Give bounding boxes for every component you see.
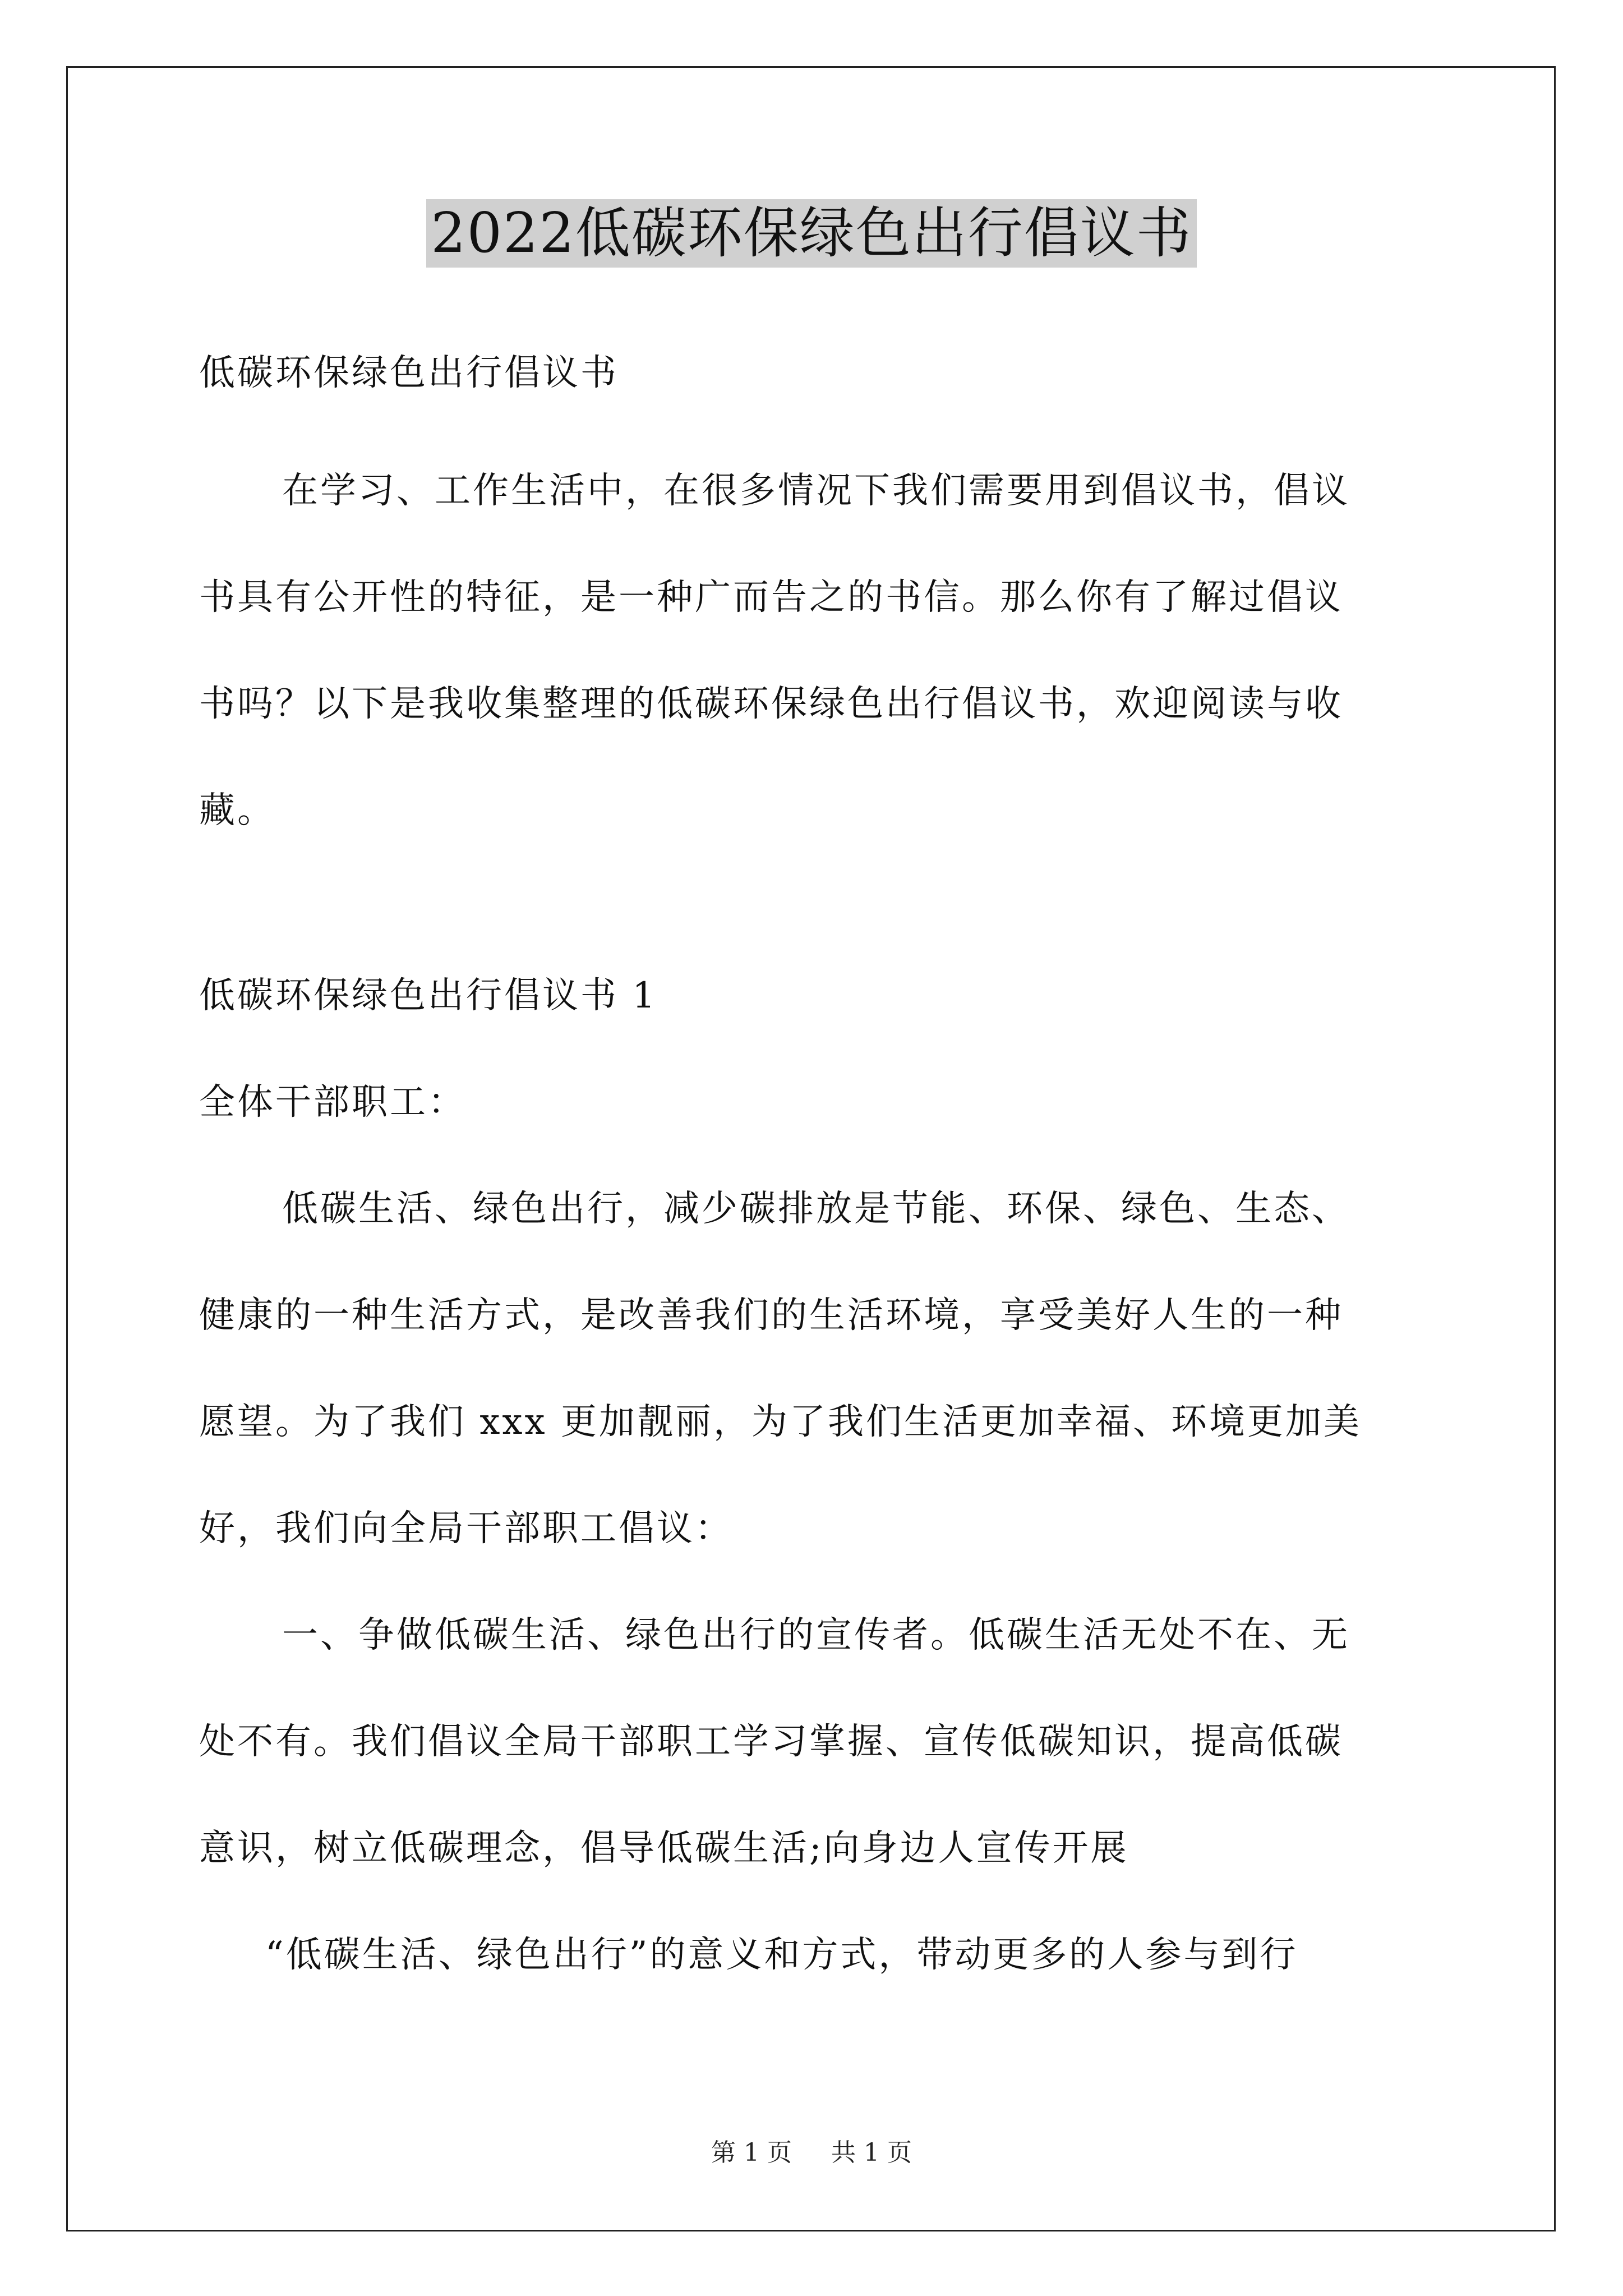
subtitle: 低碳环保绿色出行倡议书 <box>199 352 619 394</box>
page-number: 第 1 页 <box>711 2138 792 2167</box>
intro-line: 在学习、工作生活中，在很多情况下我们需要用到倡议书，倡议 <box>282 470 1350 512</box>
intro-line: 书吗？以下是我收集整理的低碳环保绿色出行倡议书，欢迎阅读与收 <box>199 683 1343 725</box>
intro-line: 书具有公开性的特征，是一种广而告之的书信。那么你有了解过倡议 <box>199 577 1343 618</box>
paragraph-line: 健康的一种生活方式，是改善我们的生活环境，享受美好人生的一种 <box>199 1295 1343 1336</box>
paragraph-line: 愿望。为了我们 xxx 更加靓丽，为了我们生活更加幸福、环境更加美 <box>199 1401 1362 1443</box>
paragraph-line: 一、争做低碳生活、绿色出行的宣传者。低碳生活无处不在、无 <box>282 1614 1350 1656</box>
paragraph-line: 好，我们向全局干部职工倡议： <box>199 1508 733 1549</box>
paragraph-line: 低碳生活、绿色出行，减少碳排放是节能、环保、绿色、生态、 <box>282 1188 1350 1230</box>
salutation: 全体干部职工： <box>199 1082 466 1123</box>
page-footer <box>0 2136 1623 2170</box>
paragraph-line: “低碳生活、绿色出行”的意义和方式，带动更多的人参与到行 <box>265 1934 1298 1976</box>
document-body <box>199 320 1433 2008</box>
section-heading: 低碳环保绿色出行倡议书 1 <box>199 975 658 1016</box>
page-total: 共 1 页 <box>831 2138 912 2167</box>
paragraph-line: 处不有。我们倡议全局干部职工学习掌握、宣传低碳知识，提高低碳 <box>199 1721 1343 1763</box>
paragraph-line: 意识，树立低碳理念，倡导低碳生活;向身边人宣传开展 <box>199 1828 1129 1869</box>
intro-line: 藏。 <box>199 790 275 831</box>
document-title <box>0 194 1623 273</box>
document-title-text: 2022低碳环保绿色出行倡议书 <box>426 199 1196 268</box>
